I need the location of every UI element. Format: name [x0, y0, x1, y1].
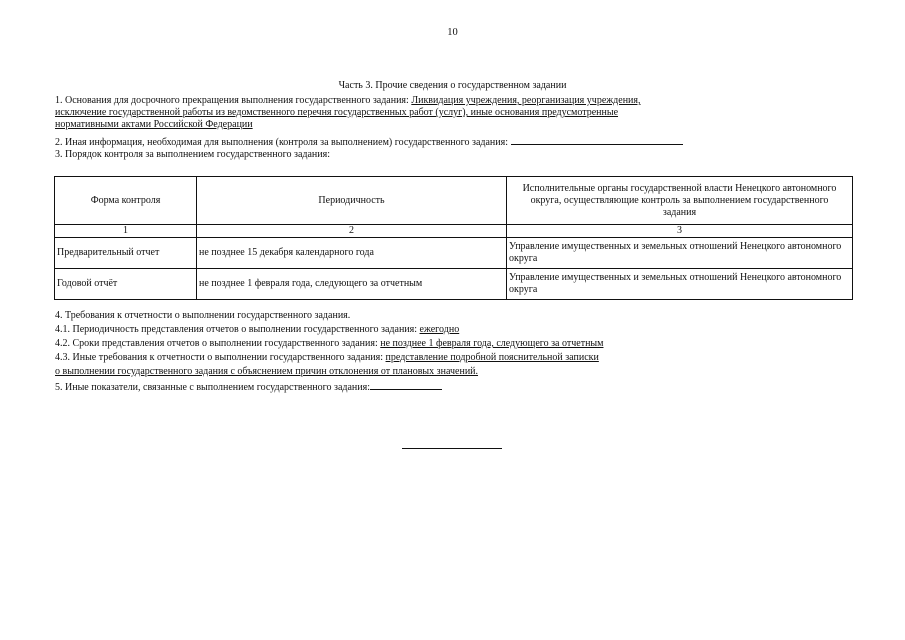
section4-2-value: не позднее 1 февраля года, следующего за отчетным — [380, 338, 604, 349]
end-separator-line — [402, 448, 502, 449]
section4-1-line — [55, 324, 855, 336]
section1-line1 — [55, 95, 855, 107]
section5-blank-field — [370, 380, 442, 390]
table-row — [55, 238, 853, 269]
section1-prefix: 1. Основания для досрочного прекращения выполнения государственного задания: — [55, 95, 412, 106]
section4-1-value: ежегодно — [419, 324, 460, 335]
section1-line3 — [55, 119, 855, 131]
header-periodicity: Периодичность — [197, 177, 507, 225]
section1-line2 — [55, 107, 855, 119]
section1-value-line1: Ликвидация учреждения, реорганизация учреждения, — [411, 95, 641, 106]
section5-text: 5. Иные показатели, связанные с выполнением государственного задания: — [55, 382, 370, 393]
row-periodicity: не позднее 15 декабря календарного года — [197, 238, 507, 269]
table-column-numbers-row — [55, 225, 853, 238]
section1-value-line2: исключение государственной работы из ведомственного перечня государственных работ (услуг), иные основания предусмотренные — [55, 107, 619, 118]
section1-value-line3: нормативными актами Российской Федерации — [55, 119, 253, 130]
section4-3-value-line2: о выполнении государственного задания с объяснением причин отклонения от плановых значений. — [55, 366, 479, 377]
column-number: 3 — [507, 225, 853, 238]
header-authority: Исполнительные органы государственной власти Ненецкого автономного округа, осуществляющие контроль за выполнением государственного задания — [507, 177, 853, 225]
sections-4-5 — [55, 310, 855, 392]
table-row — [55, 269, 853, 300]
section4-title: 4. Требования к отчетности о выполнении государственного задания. — [55, 310, 351, 321]
sections-1-3 — [55, 95, 855, 161]
section4-1-prefix: 4.1. Периодичность представления отчетов о выполнении государственного задания: — [55, 324, 420, 335]
row-periodicity: не позднее 1 февраля года, следующего за отчетным — [197, 269, 507, 300]
section4-title-line — [55, 310, 855, 322]
row-form: Годовой отчёт — [55, 269, 197, 300]
section4-2-line — [55, 338, 855, 350]
section2-line — [55, 135, 855, 147]
row-authority: Управление имущественных и земельных отношений Ненецкого автономного округа — [507, 238, 853, 269]
section4-3-prefix: 4.3. Иные требования к отчетности о выполнении государственного задания: — [55, 352, 386, 363]
section4-3-value-line1: представление подробной пояснительной записки — [385, 352, 599, 363]
section4-2-prefix: 4.2. Сроки представления отчетов о выполнении государственного задания: — [55, 338, 381, 349]
column-number: 1 — [55, 225, 197, 238]
section3-text: 3. Порядок контроля за выполнением государственного задания: — [55, 149, 330, 160]
section3-line — [55, 149, 855, 161]
part-title: Часть 3. Прочие сведения о государственном задании — [338, 80, 567, 91]
section4-3-line1 — [55, 352, 855, 364]
section2-blank-field — [511, 135, 683, 145]
row-form: Предварительный отчет — [55, 238, 197, 269]
page-number: 10 — [447, 27, 458, 38]
column-number: 2 — [197, 225, 507, 238]
table-header-row — [55, 177, 853, 225]
row-authority: Управление имущественных и земельных отношений Ненецкого автономного округа — [507, 269, 853, 300]
section2-text: 2. Иная информация, необходимая для выполнения (контроля за выполнением) государственного задания: — [55, 137, 509, 148]
section5-line — [55, 380, 855, 392]
header-form: Форма контроля — [55, 177, 197, 225]
section4-3-line2 — [55, 366, 855, 378]
control-table — [54, 176, 853, 300]
